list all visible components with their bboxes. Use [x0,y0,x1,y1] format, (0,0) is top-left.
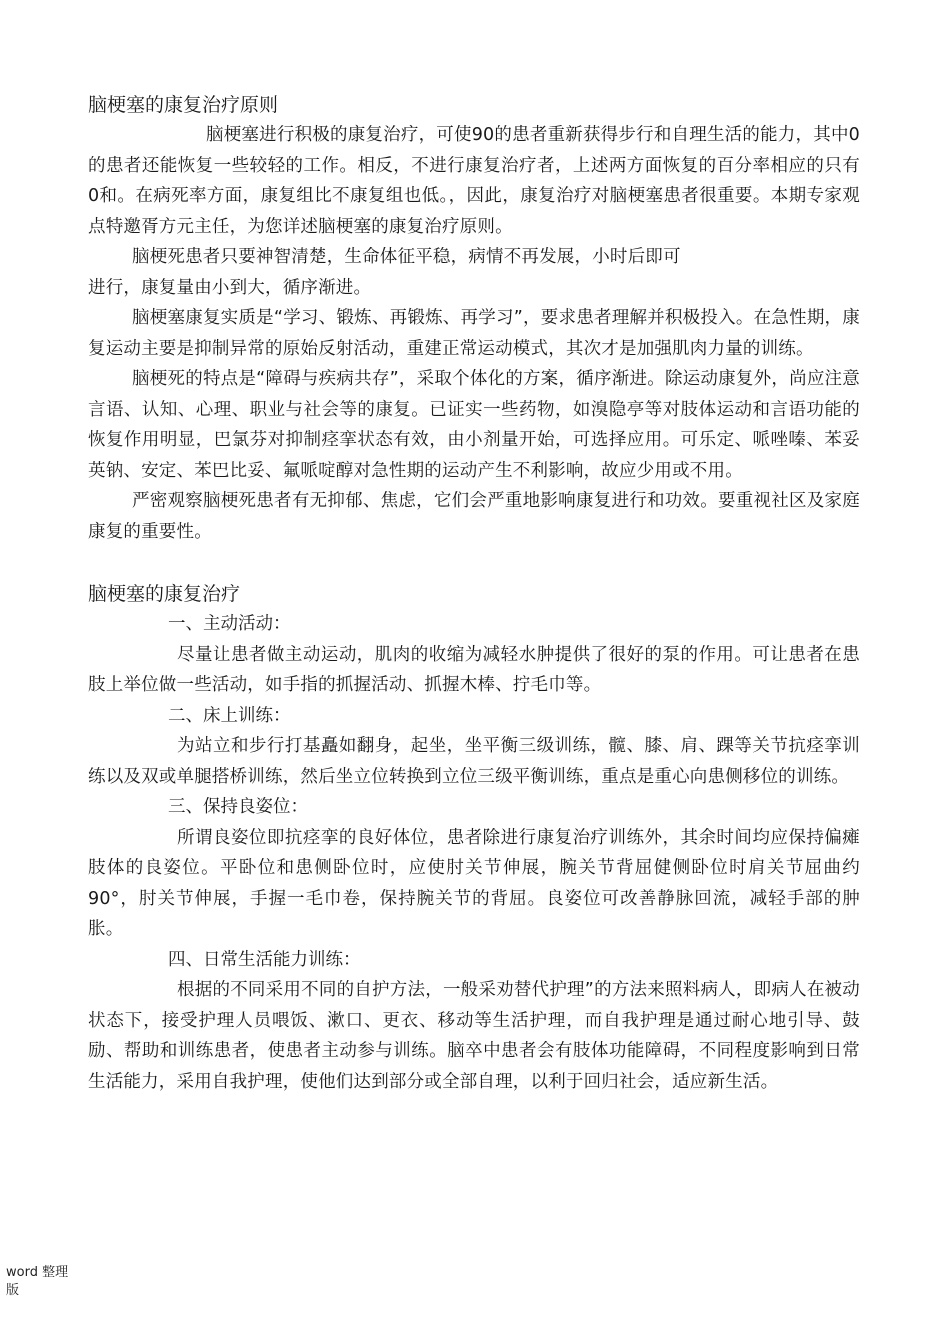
paragraph-timing-1: 脑梗死患者只要神智清楚，生命体征平稳，病情不再发展，小时后即可 [132,247,681,267]
item-text-daily: 根据的不同采用不同的自护方法，一般采劝替代护理”的方法来照料病人，即病人在被动状态下，接受护理人员喂饭、漱口、更衣、移动等生活护理，而自我护理是通过耐心地引导、鼓励、帮助和训练患者，使患者主动参与训练。脑卒中患者会有肢体功能障碍，不同程度影响到日常生活能力，采用自我护理，使他们达到部分或全部自理，以利于回归社会，适应新生活。 [88,980,860,1092]
paragraph-features: 脑梗死的特点是“障碍与疾病共存”，采取个体化的方案，循序渐进。除运动康复外，尚应注意言语、认知、心理、职业与社会等的康复。已证实一些药物，如溴隐亭等对肢体运动和言语功能的恢复作用明显，巴氯芬对抑制痉挛状态有效，由小剂量开始，可选择应用。可乐定、哌唑嗪、苯妥英钠、安定、苯巴比妥、氟哌啶醇对急性期的运动产生不利影响，故应少用或不用。 [88,369,860,481]
paragraph-timing-2: 进行，康复量由小到大，循序渐进。 [88,277,372,298]
item-heading-daily: 四、日常生活能力训练： [168,949,361,970]
paragraph-intro: 脑梗塞进行积极的康复治疗，可使90的患者重新获得步行和自理生活的能力，其中0的患者还能恢复一些较轻的工作。相反，不进行康复治疗者，上述两方面恢复的百分率相应的只有0和。在病死率方面，康复组比不康复组也低。，因此，康复治疗对脑梗塞患者很重要。本期专家观点特邀胥方元主任，为您详述脑梗塞的康复治疗原则。 [88,125,860,237]
item-text-posture: 所谓良姿位即抗痉挛的良好体位，患者除进行康复治疗训练外，其余时间均应保持偏瘫肢体的良姿位。平卧位和患侧卧位时，应使肘关节伸展，腕关节背屈健侧卧位时肩关节屈曲约90°，肘关节伸展，手握一毛巾卷，保持腕关节的背屈。良姿位可改善静脉回流，减轻手部的肿胀。 [88,827,860,939]
section-title-treatment: 脑梗塞的康复治疗 [88,583,241,605]
section-title-principles: 脑梗塞的康复治疗原则 [88,94,279,116]
document-body [88,92,860,1097]
item-text-bed: 为站立和步行打基矗如翻身，起坐，坐平衡三级训练，髋、膝、肩、踝等关节抗痉挛训练以及双或单腿搭桥训练，然后坐立位转换到立位三级平衡训练，重点是重心向患侧移位的训练。 [88,736,860,787]
item-heading-active: 一、主动活动： [168,614,291,634]
item-text-active: 尽量让患者做主动运动，肌肉的收缩为减轻水肿提供了很好的泵的作用。可让患者在患肢上举位做一些活动，如手指的抓握活动、抓握木棒、拧毛巾等。 [88,644,860,695]
footer-note: word 整理版 [6,1265,69,1298]
paragraph-essence: 脑梗塞康复实质是“学习、锻炼、再锻炼、再学习”，要求患者理解并积极投入。在急性期，康复运动主要是抑制异常的原始反射活动，重建正常运动模式，其次才是加强肌肉力量的训练。 [88,308,860,359]
section-principles [88,92,860,547]
paragraph-observation: 严密观察脑梗死患者有无抑郁、焦虑，它们会严重地影响康复进行和功效。要重视社区及家庭康复的重要性。 [88,491,860,542]
section-treatment [88,581,860,1097]
item-heading-bed: 二、床上训练： [168,705,291,726]
item-heading-posture: 三、保持良姿位： [168,797,308,817]
